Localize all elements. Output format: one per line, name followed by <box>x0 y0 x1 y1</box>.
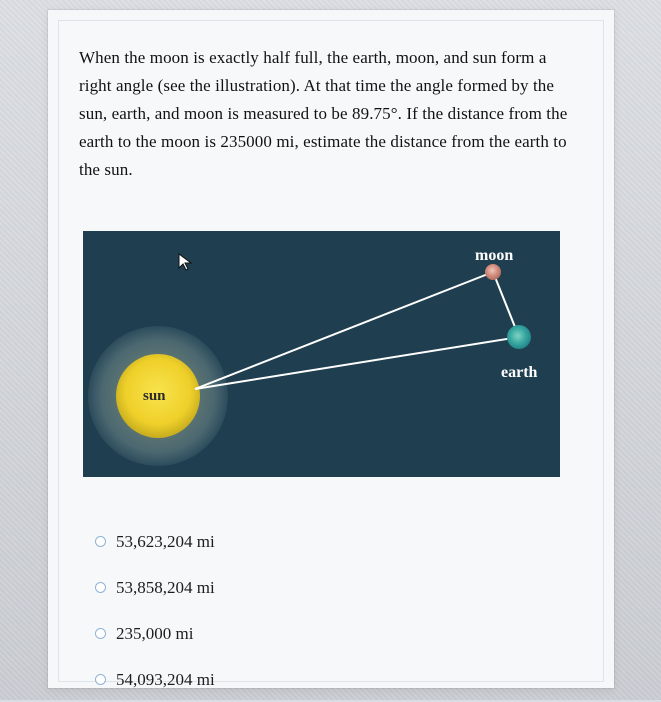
answer-options <box>95 518 515 702</box>
answer-label: 53,858,204 mi <box>116 577 215 597</box>
answer-label: 54,093,204 mi <box>116 669 215 689</box>
radio-button[interactable] <box>95 674 106 685</box>
answer-option-1[interactable] <box>95 518 515 564</box>
arrow-cursor-icon <box>177 253 195 271</box>
moon-icon <box>485 264 501 280</box>
answer-label: 235,000 mi <box>116 623 194 643</box>
answer-option-4[interactable] <box>95 656 515 702</box>
sun-label: sun <box>143 388 166 404</box>
question-line-4: earth to the moon is 235000 mi, estimate the distance from the earth to <box>79 132 567 151</box>
question-card <box>48 10 614 688</box>
radio-button[interactable] <box>95 536 106 547</box>
illustration-svg <box>83 231 560 477</box>
question-line-1: When the moon is exactly half full, the earth, moon, and sun form a <box>79 48 547 67</box>
earth-label: earth <box>501 364 538 381</box>
question-line-3: sun, earth, and moon is measured to be 89.75°. If the distance from the <box>79 104 568 123</box>
question-line-2: right angle (see the illustration). At that time the angle formed by the <box>79 76 555 95</box>
astronomy-illustration <box>83 231 560 477</box>
radio-button[interactable] <box>95 582 106 593</box>
question-line-5: the sun. <box>79 160 133 179</box>
question-panel <box>58 20 604 689</box>
earth-icon <box>507 325 531 349</box>
question-text <box>79 44 582 184</box>
moon-label: moon <box>475 247 514 264</box>
radio-button[interactable] <box>95 628 106 639</box>
answer-label: 53,623,204 mi <box>116 531 215 551</box>
answer-option-3[interactable] <box>95 610 515 656</box>
answer-option-2[interactable] <box>95 564 515 610</box>
